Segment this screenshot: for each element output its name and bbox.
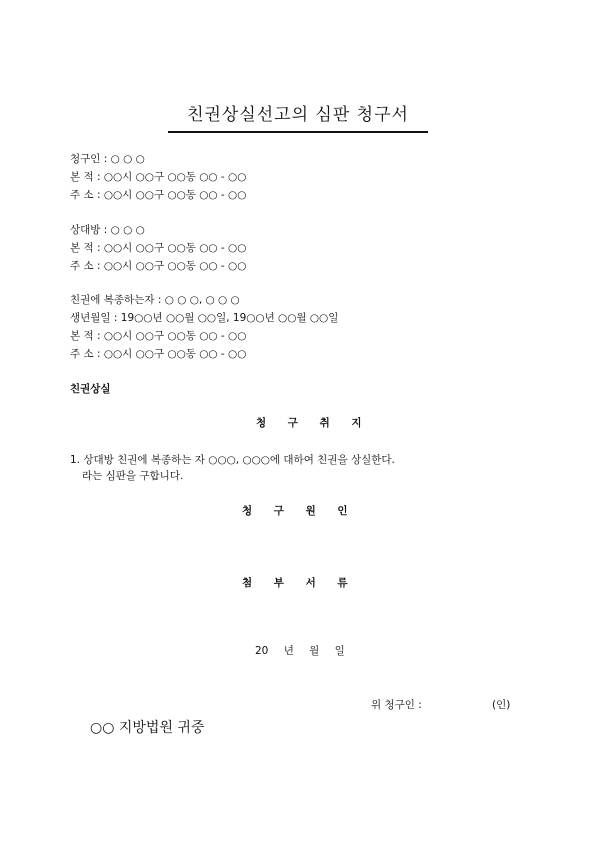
- purpose-heading: 청 구 취 지: [256, 417, 371, 429]
- subject-address: 주 소 : ○○시 ○○구 ○○동 ○○ - ○○: [70, 348, 247, 360]
- court-addressee: ○○ 지방법원 귀중: [90, 720, 205, 736]
- purpose-line-1: 1. 상대방 친권에 복종하는 자 ○○○, ○○○에 대하여 친권을 상실한다.: [70, 454, 395, 466]
- claimant-domicile: 본 적 : ○○시 ○○구 ○○동 ○○ - ○○: [70, 171, 247, 183]
- respondent-name: 상대방 : ○ ○ ○: [70, 224, 145, 236]
- purpose-line-2: 라는 심판을 구합니다.: [82, 470, 184, 482]
- document-title: 친권상실선고의 심판 청구서: [168, 100, 428, 133]
- cause-heading: 청 구 원 인: [242, 505, 357, 517]
- subject-birth: 생년월일 : 19○○년 ○○월 ○○일, 19○○년 ○○월 ○○일: [70, 312, 339, 324]
- subject-name: 친권에 복종하는자 : ○ ○ ○, ○ ○ ○: [70, 294, 240, 306]
- attachments-heading: 첨 부 서 류: [242, 577, 357, 589]
- claimant-address: 주 소 : ○○시 ○○구 ○○동 ○○ - ○○: [70, 189, 247, 201]
- signer-label: 위 청구인 :: [371, 699, 422, 711]
- date-line: 20 년 월 일: [255, 645, 345, 657]
- respondent-address: 주 소 : ○○시 ○○구 ○○동 ○○ - ○○: [70, 260, 247, 272]
- respondent-domicile: 본 적 : ○○시 ○○구 ○○동 ○○ - ○○: [70, 242, 247, 254]
- subject-domicile: 본 적 : ○○시 ○○구 ○○동 ○○ - ○○: [70, 330, 247, 342]
- claimant-name: 청구인 : ○ ○ ○: [70, 153, 145, 165]
- case-type: 친권상실: [70, 383, 111, 395]
- seal-mark: (인): [492, 699, 511, 711]
